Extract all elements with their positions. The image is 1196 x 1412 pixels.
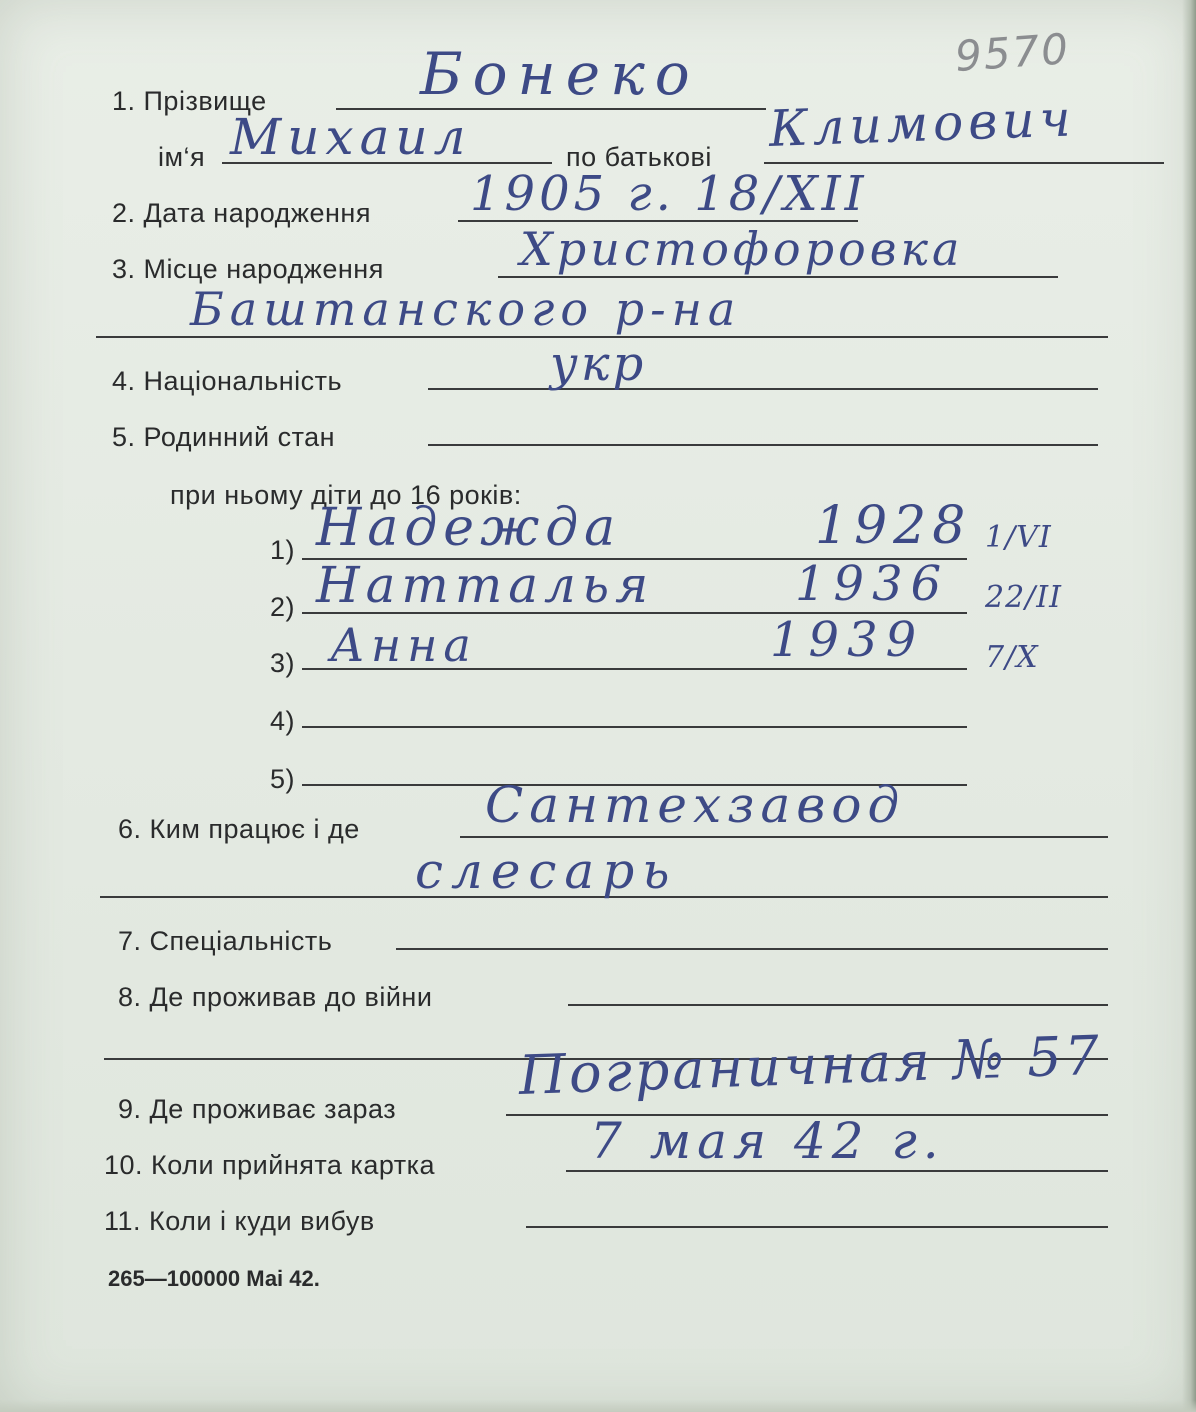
card-accepted-line bbox=[566, 1170, 1108, 1172]
child-number: 1) bbox=[270, 535, 296, 565]
current-residence-value: Пограничная № 57 bbox=[517, 1023, 1103, 1107]
child-date: 7/X bbox=[985, 640, 1039, 675]
card-edge-shadow bbox=[1182, 0, 1196, 1412]
patronymic-value: Климович bbox=[767, 89, 1077, 158]
card-accepted-value: 7 мая 42 г. bbox=[590, 1112, 945, 1170]
birth-date-value: 1905 г. 18/XII bbox=[470, 166, 868, 222]
birth-place-value-2: Баштанского р-на bbox=[190, 282, 742, 336]
occupation-line-1 bbox=[460, 836, 1108, 838]
current-residence-label: 9. Де проживає зараз bbox=[118, 1094, 397, 1124]
child-date: 1/VI bbox=[985, 520, 1052, 555]
child-name: Анна bbox=[330, 618, 477, 672]
nationality-value: укр bbox=[550, 336, 647, 392]
child-year: 1928 bbox=[815, 496, 972, 556]
surname-value: Бонеко bbox=[420, 40, 700, 108]
nationality-line bbox=[428, 388, 1098, 390]
first-name-value: Михаил bbox=[230, 108, 472, 166]
marital-status-label: 5. Родинний стан bbox=[112, 422, 336, 452]
occupation-value-1: Сантехзавод bbox=[485, 776, 906, 834]
birth-date-label: 2. Дата народження bbox=[112, 198, 371, 228]
archive-number: 9570 bbox=[953, 24, 1072, 81]
departure-label: 11. Коли і куди вибув bbox=[104, 1206, 375, 1236]
card-accepted-label: 10. Коли прийнята картка bbox=[104, 1150, 436, 1180]
nationality-label: 4. Національність bbox=[112, 366, 343, 396]
child-date: 22/II bbox=[985, 580, 1062, 615]
birth-place-value-1: Христофоровка bbox=[520, 222, 964, 276]
first-name-label: ім‘я bbox=[158, 142, 206, 172]
prewar-residence-line-1 bbox=[568, 1004, 1108, 1006]
surname-label: 1. Прізвище bbox=[112, 86, 267, 116]
child-name: Надежда bbox=[316, 498, 622, 558]
patronymic-label: по батькові bbox=[566, 142, 712, 172]
child-year: 1939 bbox=[770, 612, 925, 668]
occupation-value-2: слесарь bbox=[415, 842, 678, 900]
print-run-footer: 265—100000 Маі 42. bbox=[108, 1266, 320, 1291]
child-line bbox=[302, 726, 967, 728]
birth-place-label: 3. Місце народження bbox=[112, 254, 384, 284]
child-year: 1936 bbox=[795, 556, 950, 612]
child-name: Натталья bbox=[316, 556, 655, 614]
patronymic-line bbox=[764, 162, 1164, 164]
card-bottom-shadow bbox=[0, 1400, 1196, 1412]
specialty-label: 7. Спеціальність bbox=[118, 926, 333, 956]
child-number: 4) bbox=[270, 706, 296, 736]
child-number: 2) bbox=[270, 592, 296, 622]
occupation-label: 6. Ким працює і де bbox=[118, 814, 360, 844]
birth-place-line-1 bbox=[498, 276, 1058, 278]
children-header: при ньому діти до 16 років: bbox=[170, 480, 522, 510]
departure-line bbox=[526, 1226, 1108, 1228]
child-number: 5) bbox=[270, 764, 296, 794]
prewar-residence-label: 8. Де проживав до війни bbox=[118, 982, 433, 1012]
child-number: 3) bbox=[270, 648, 296, 678]
marital-status-line bbox=[428, 444, 1098, 446]
specialty-line bbox=[396, 948, 1108, 950]
